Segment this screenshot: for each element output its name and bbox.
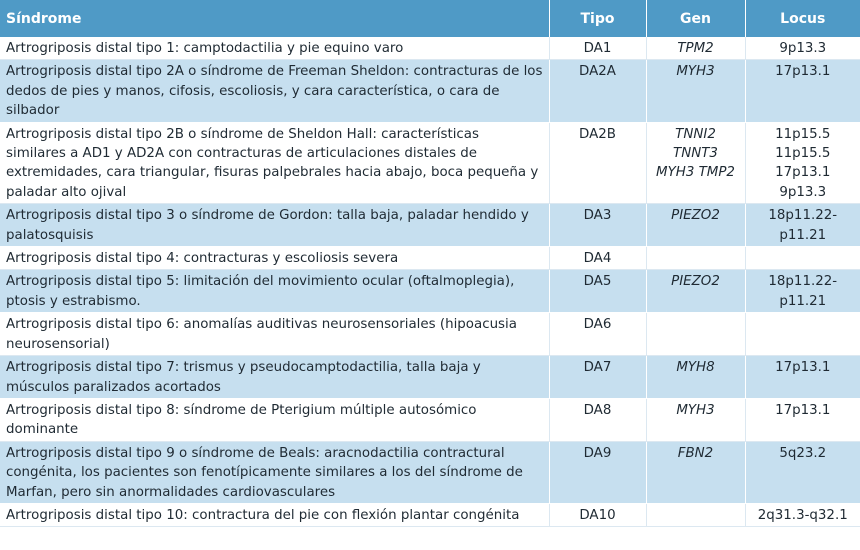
gen-value: MYH3 TMP2 <box>656 165 735 181</box>
row-gen <box>646 204 745 247</box>
gen-value: TPM2 <box>677 41 714 56</box>
table-row <box>0 503 860 526</box>
gen-value: MYH3 <box>676 64 715 80</box>
row-tipo: DA10 <box>549 503 646 526</box>
gen-value: PIEZO2 <box>671 274 720 290</box>
row-tipo: DA6 <box>549 313 646 356</box>
row-locus <box>745 204 860 247</box>
row-gen <box>646 441 745 503</box>
row-tipo: DA4 <box>549 247 646 270</box>
locus-value: 17p13.1 <box>775 402 831 418</box>
row-gen <box>646 122 745 204</box>
locus-value: 18p11.22- <box>768 208 838 224</box>
row-gen <box>646 313 745 356</box>
locus-value: 18p11.22- <box>768 274 838 290</box>
gen-value: TNNT3 <box>673 146 718 162</box>
row-tipo: DA1 <box>549 37 646 60</box>
row-description: Artrogriposis distal tipo 8: síndrome de Pterigium múltiple autosómico dominante <box>0 398 549 441</box>
locus-value: 11p15.5 <box>775 126 831 142</box>
header-sindrome: Síndrome <box>0 0 549 37</box>
locus-value: 5q23.2 <box>779 445 827 461</box>
table-row <box>0 356 860 399</box>
row-locus <box>745 313 860 356</box>
row-locus <box>745 60 860 122</box>
locus-value: 17p13.1 <box>775 64 831 80</box>
row-tipo: DA2B <box>549 122 646 204</box>
header-gen: Gen <box>646 0 745 37</box>
row-description: Artrogriposis distal tipo 3 o síndrome de Gordon: talla baja, paladar hendido y palatosquisis <box>0 204 549 247</box>
row-description: Artrogriposis distal tipo 6: anomalías auditivas neurosensoriales (hipoacusia neurosensorial) <box>0 313 549 356</box>
row-description: Artrogriposis distal tipo 2B o síndrome de Sheldon Hall: características similares a AD1 y AD2A con contracturas de articulaciones distales de extremidades, cara triangular, fisuras palpebrales hacia abajo, boca pequeña y paladar alto ojival <box>0 122 549 204</box>
row-tipo: DA8 <box>549 398 646 441</box>
table-body <box>0 37 860 527</box>
gen-value: PIEZO2 <box>671 208 720 224</box>
row-description: Artrogriposis distal tipo 7: trismus y pseudocamptodactilia, talla baja y músculos paralizados acortados <box>0 356 549 399</box>
row-tipo: DA5 <box>549 270 646 313</box>
row-description: Artrogriposis distal tipo 1: camptodactilia y pie equino varo <box>0 37 549 60</box>
row-locus <box>745 270 860 313</box>
gen-value: MYH3 <box>676 402 715 418</box>
gen-value: MYH8 <box>676 360 715 376</box>
header-locus: Locus <box>745 0 860 37</box>
row-tipo: DA9 <box>549 441 646 503</box>
row-gen <box>646 60 745 122</box>
row-description: Artrogriposis distal tipo 4: contracturas y escoliosis severa <box>0 247 549 270</box>
row-gen <box>646 270 745 313</box>
row-tipo: DA3 <box>549 204 646 247</box>
row-gen <box>646 356 745 399</box>
row-locus <box>745 122 860 204</box>
table-row <box>0 37 860 60</box>
locus-value: 9p13.3 <box>779 184 827 200</box>
table-row <box>0 247 860 270</box>
row-locus <box>745 503 860 526</box>
row-description: Artrogriposis distal tipo 5: limitación del movimiento ocular (oftalmoplegia), ptosis y estrabismo. <box>0 270 549 313</box>
row-tipo: DA7 <box>549 356 646 399</box>
row-gen <box>646 247 745 270</box>
table-row <box>0 313 860 356</box>
table-header <box>0 0 860 37</box>
row-locus <box>745 247 860 270</box>
locus-value: p11.21 <box>779 293 827 309</box>
locus-value: 17p13.1 <box>775 360 831 376</box>
table-row <box>0 204 860 247</box>
row-gen <box>646 503 745 526</box>
header-tipo: Tipo <box>549 0 646 37</box>
header-row <box>0 0 860 37</box>
row-gen <box>646 37 745 60</box>
gen-value: TNNI2 <box>675 126 716 142</box>
row-gen <box>646 398 745 441</box>
row-locus <box>745 441 860 503</box>
locus-value: 17p13.1 <box>775 165 831 181</box>
locus-value: 9p13.3 <box>779 41 827 56</box>
row-locus <box>745 356 860 399</box>
row-description: Artrogriposis distal tipo 9 o síndrome de Beals: aracnodactilia contractural congénita, los pacientes son fenotípicamente similares a los del síndrome de Marfan, pero sin anormalidades cardiovasculares <box>0 441 549 503</box>
locus-value: 11p15.5 <box>775 146 831 162</box>
row-locus <box>745 398 860 441</box>
row-locus <box>745 37 860 60</box>
table-row <box>0 60 860 122</box>
table-row <box>0 398 860 441</box>
row-tipo: DA2A <box>549 60 646 122</box>
locus-value: p11.21 <box>779 227 827 243</box>
locus-value: 2q31.3-q32.1 <box>757 507 848 523</box>
row-description: Artrogriposis distal tipo 2A o síndrome de Freeman Sheldon: contracturas de los dedos de pies y manos, cifosis, escoliosis, y cara característica, o cara de silbador <box>0 60 549 122</box>
table-row <box>0 122 860 204</box>
table-row <box>0 270 860 313</box>
row-description: Artrogriposis distal tipo 10: contractura del pie con flexión plantar congénita <box>0 503 549 526</box>
table-row <box>0 441 860 503</box>
gen-value: FBN2 <box>677 445 714 461</box>
